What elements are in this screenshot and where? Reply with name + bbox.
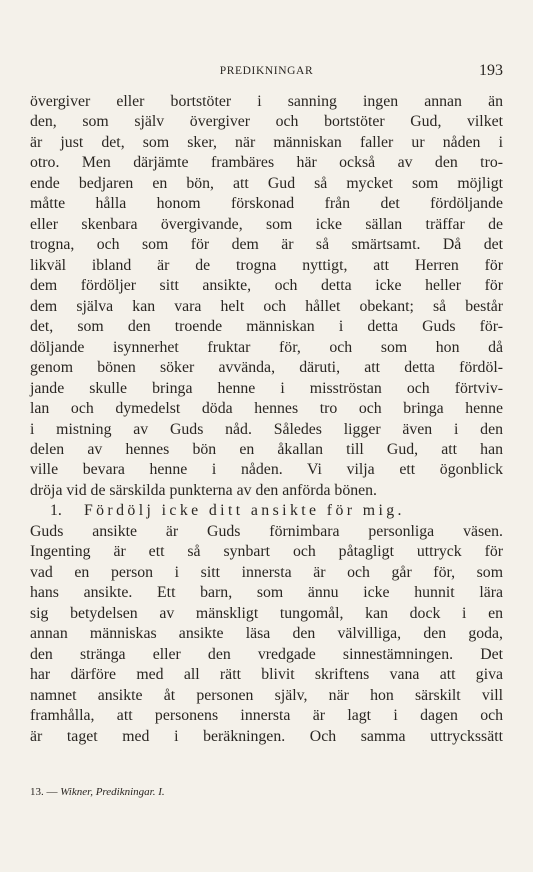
text-line: är taget med i beräkningen. Och samma uttryckssätt — [30, 727, 503, 745]
text-line: otro. Men därjämte frambäres här också av den tro- — [30, 154, 503, 172]
text-line: trogna, och som för dem är så smärtsamt. Då det — [30, 236, 503, 254]
text-line: övergiver eller bortstöter i sanning ingen annan än — [30, 93, 503, 110]
page-number: 193 — [479, 62, 503, 79]
text-line: dröja vid de särskilda punkterna av den anförda bönen. — [30, 481, 377, 499]
book-signature: Wikner, Predikningar. I. — [60, 786, 165, 798]
body-text — [30, 92, 503, 747]
text-line: är just det, som sker, när människan faller ur nåden i — [30, 133, 503, 151]
text-line: den, som själv övergiver och bortstöter Gud, vilket — [30, 113, 503, 131]
text-line: döljande isynnerhet fruktar för, och som hon då — [30, 338, 503, 356]
text-line: dem fördöljer sitt ansikte, och detta icke heller för — [30, 277, 503, 295]
text-line: Guds ansikte är Guds förnimbara personliga väsen. — [30, 522, 503, 540]
section-heading: Fördölj icke ditt ansikte för mig. — [83, 502, 405, 520]
section-heading-line — [30, 501, 503, 521]
text-line: lan och dymedelst döda hennes tro och bringa henne — [30, 400, 503, 418]
page-footer — [30, 786, 503, 798]
text-line: namnet ansikte åt personen själv, när hon särskilt vill — [30, 686, 503, 704]
text-line: sig betydelsen av mänskligt tungomål, kan dock i en — [30, 604, 503, 622]
text-line: annan människas ansikte läsa den välvilliga, den goda, — [30, 625, 503, 643]
text-line: delen av hennes bön en åkallan till Gud, att han — [30, 440, 503, 458]
page-header — [30, 63, 503, 83]
text-line: det, som den troende människan i detta Guds för- — [30, 318, 503, 336]
text-line: likväl ibland är de trogna nyttigt, att Herren för — [30, 256, 503, 274]
text-line: genom bönen söker avvända, däruti, att detta fördöl- — [30, 359, 503, 377]
text-line: har därföre med all rätt blivit skriftens vana att giva — [30, 666, 503, 684]
text-line: Ingenting är ett så synbart och påtagligt uttryck för — [30, 543, 503, 561]
section-number: 1. — [50, 502, 62, 520]
text-line: i mistning av Guds nåd. Således ligger även i den — [30, 420, 503, 438]
text-line: eller skenbara övergivande, som icke sällan träffar de — [30, 215, 503, 233]
text-line: den stränga eller den vredgade sinnestämningen. Det — [30, 645, 503, 663]
text-line: vad en person i sitt innersta är och går för, som — [30, 563, 503, 581]
text-line: ville bevara henne i nåden. Vi vilja ett ögonblick — [30, 461, 503, 479]
text-line: framhålla, att personens innersta är lagt i dagen och — [30, 707, 503, 725]
text-line: måtte hålla honom förskonad från det fördöljande — [30, 195, 503, 213]
text-line: jande skulle bringa henne i misströstan och förtviv- — [30, 379, 503, 397]
text-line: hans ansikte. Ett barn, som ännu icke hunnit lära — [30, 584, 503, 602]
text-line: dem själva kan vara helt och hållet obekant; så består — [30, 297, 503, 315]
running-title: PREDIKNINGAR — [219, 65, 314, 77]
sheet-signature: 13. — — [30, 786, 58, 798]
text-line: ende bedjaren en bön, att Gud så mycket som möjligt — [30, 174, 503, 192]
